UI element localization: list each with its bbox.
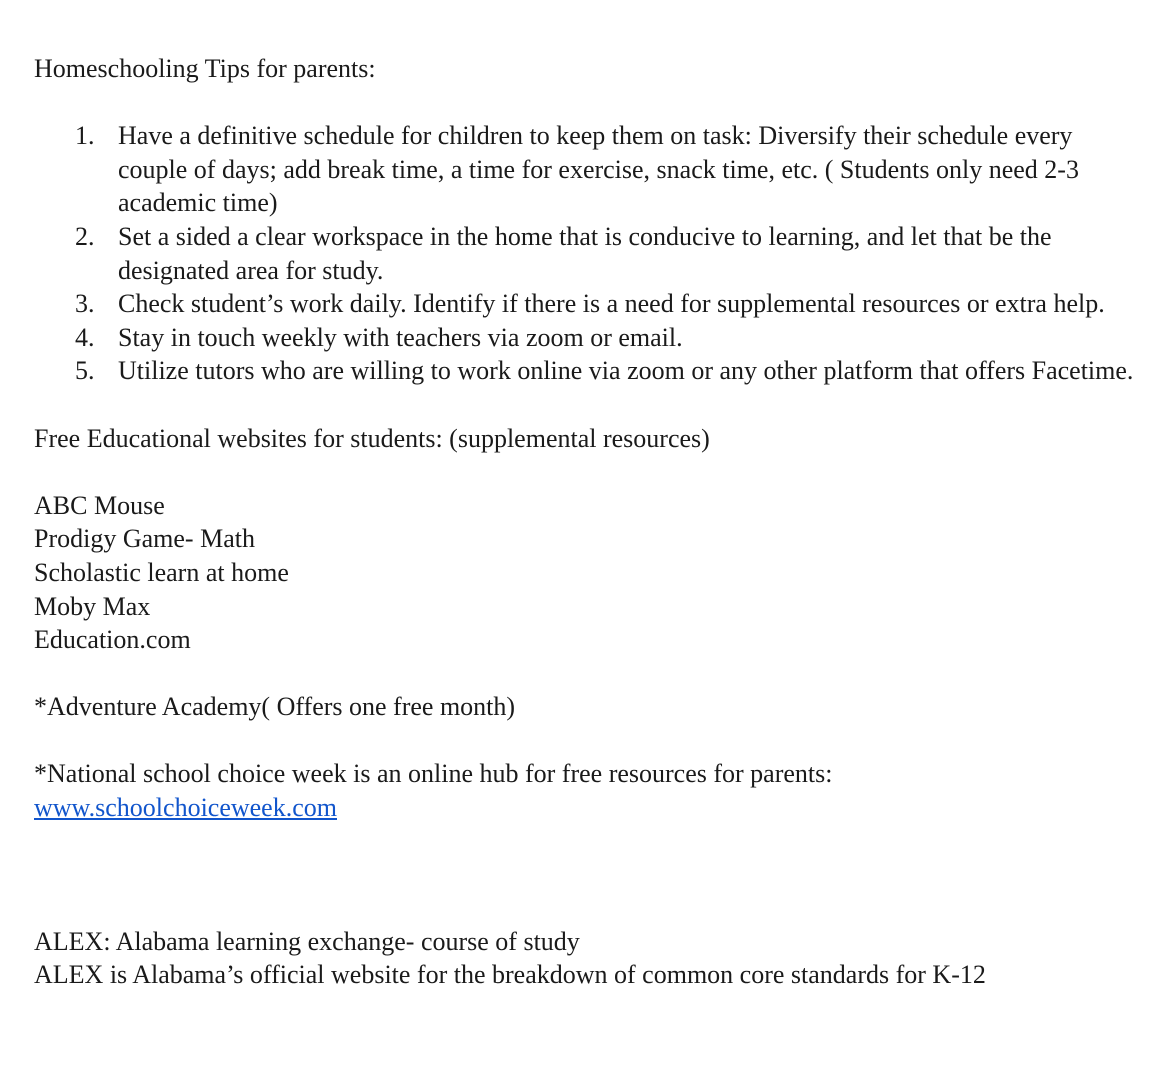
- tip-text: Check student’s work daily. Identify if there is a need for supplemental resources or extra help.: [118, 289, 1105, 319]
- spacer: [34, 724, 1134, 758]
- link-line: [34, 791, 1134, 825]
- alex-description: ALEX is Alabama’s official website for the breakdown of common core standards for K-12: [34, 960, 986, 990]
- tip-item: [34, 321, 1134, 355]
- website-item: Moby Max: [34, 591, 151, 621]
- adventure-academy-note: *Adventure Academy( Offers one free month): [34, 692, 516, 722]
- tip-item: [34, 287, 1134, 321]
- tip-item: [34, 119, 1134, 220]
- tips-list: [34, 119, 1134, 388]
- websites-list: [34, 489, 1134, 657]
- tip-number: 1.: [75, 121, 95, 151]
- spacer: [34, 657, 1134, 691]
- tips-heading: Homeschooling Tips for parents:: [34, 54, 376, 83]
- tip-item: [34, 220, 1134, 287]
- website-item: ABC Mouse: [34, 490, 165, 520]
- spacer: [34, 455, 1134, 489]
- website-item: Scholastic learn at home: [34, 557, 289, 587]
- website-item: Education.com: [34, 625, 191, 655]
- websites-heading: Free Educational websites for students: (supplemental resources): [34, 423, 710, 453]
- alex-title: ALEX: Alabama learning exchange- course of study: [34, 926, 580, 956]
- spacer: [34, 388, 1134, 422]
- school-choice-week-link[interactable]: www.schoolchoiceweek.com: [34, 793, 337, 823]
- tip-item: [34, 354, 1134, 388]
- tip-text: Have a definitive schedule for children to keep them on task: Diversify their schedule every couple of days; add break time, a time for exercise, snack time, etc. ( Students only need 2-3 academic time): [118, 121, 1079, 218]
- tip-number: 2.: [75, 221, 95, 251]
- spacer: [34, 825, 1134, 925]
- tip-text: Set a sided a clear workspace in the home that is conducive to learning, and let that be the designated area for study.: [118, 221, 1052, 285]
- tip-text: Utilize tutors who are willing to work online via zoom or any other platform that offers Facetime.: [118, 356, 1134, 386]
- tip-number: 5.: [75, 356, 95, 386]
- document-page: [34, 52, 1134, 992]
- tip-number: 3.: [75, 289, 95, 319]
- tip-text: Stay in touch weekly with teachers via zoom or email.: [118, 322, 683, 352]
- tip-number: 4.: [75, 322, 95, 352]
- spacer: [34, 86, 1134, 120]
- website-item: Prodigy Game- Math: [34, 524, 255, 554]
- national-school-choice-note: *National school choice week is an online hub for free resources for parents:: [34, 759, 833, 789]
